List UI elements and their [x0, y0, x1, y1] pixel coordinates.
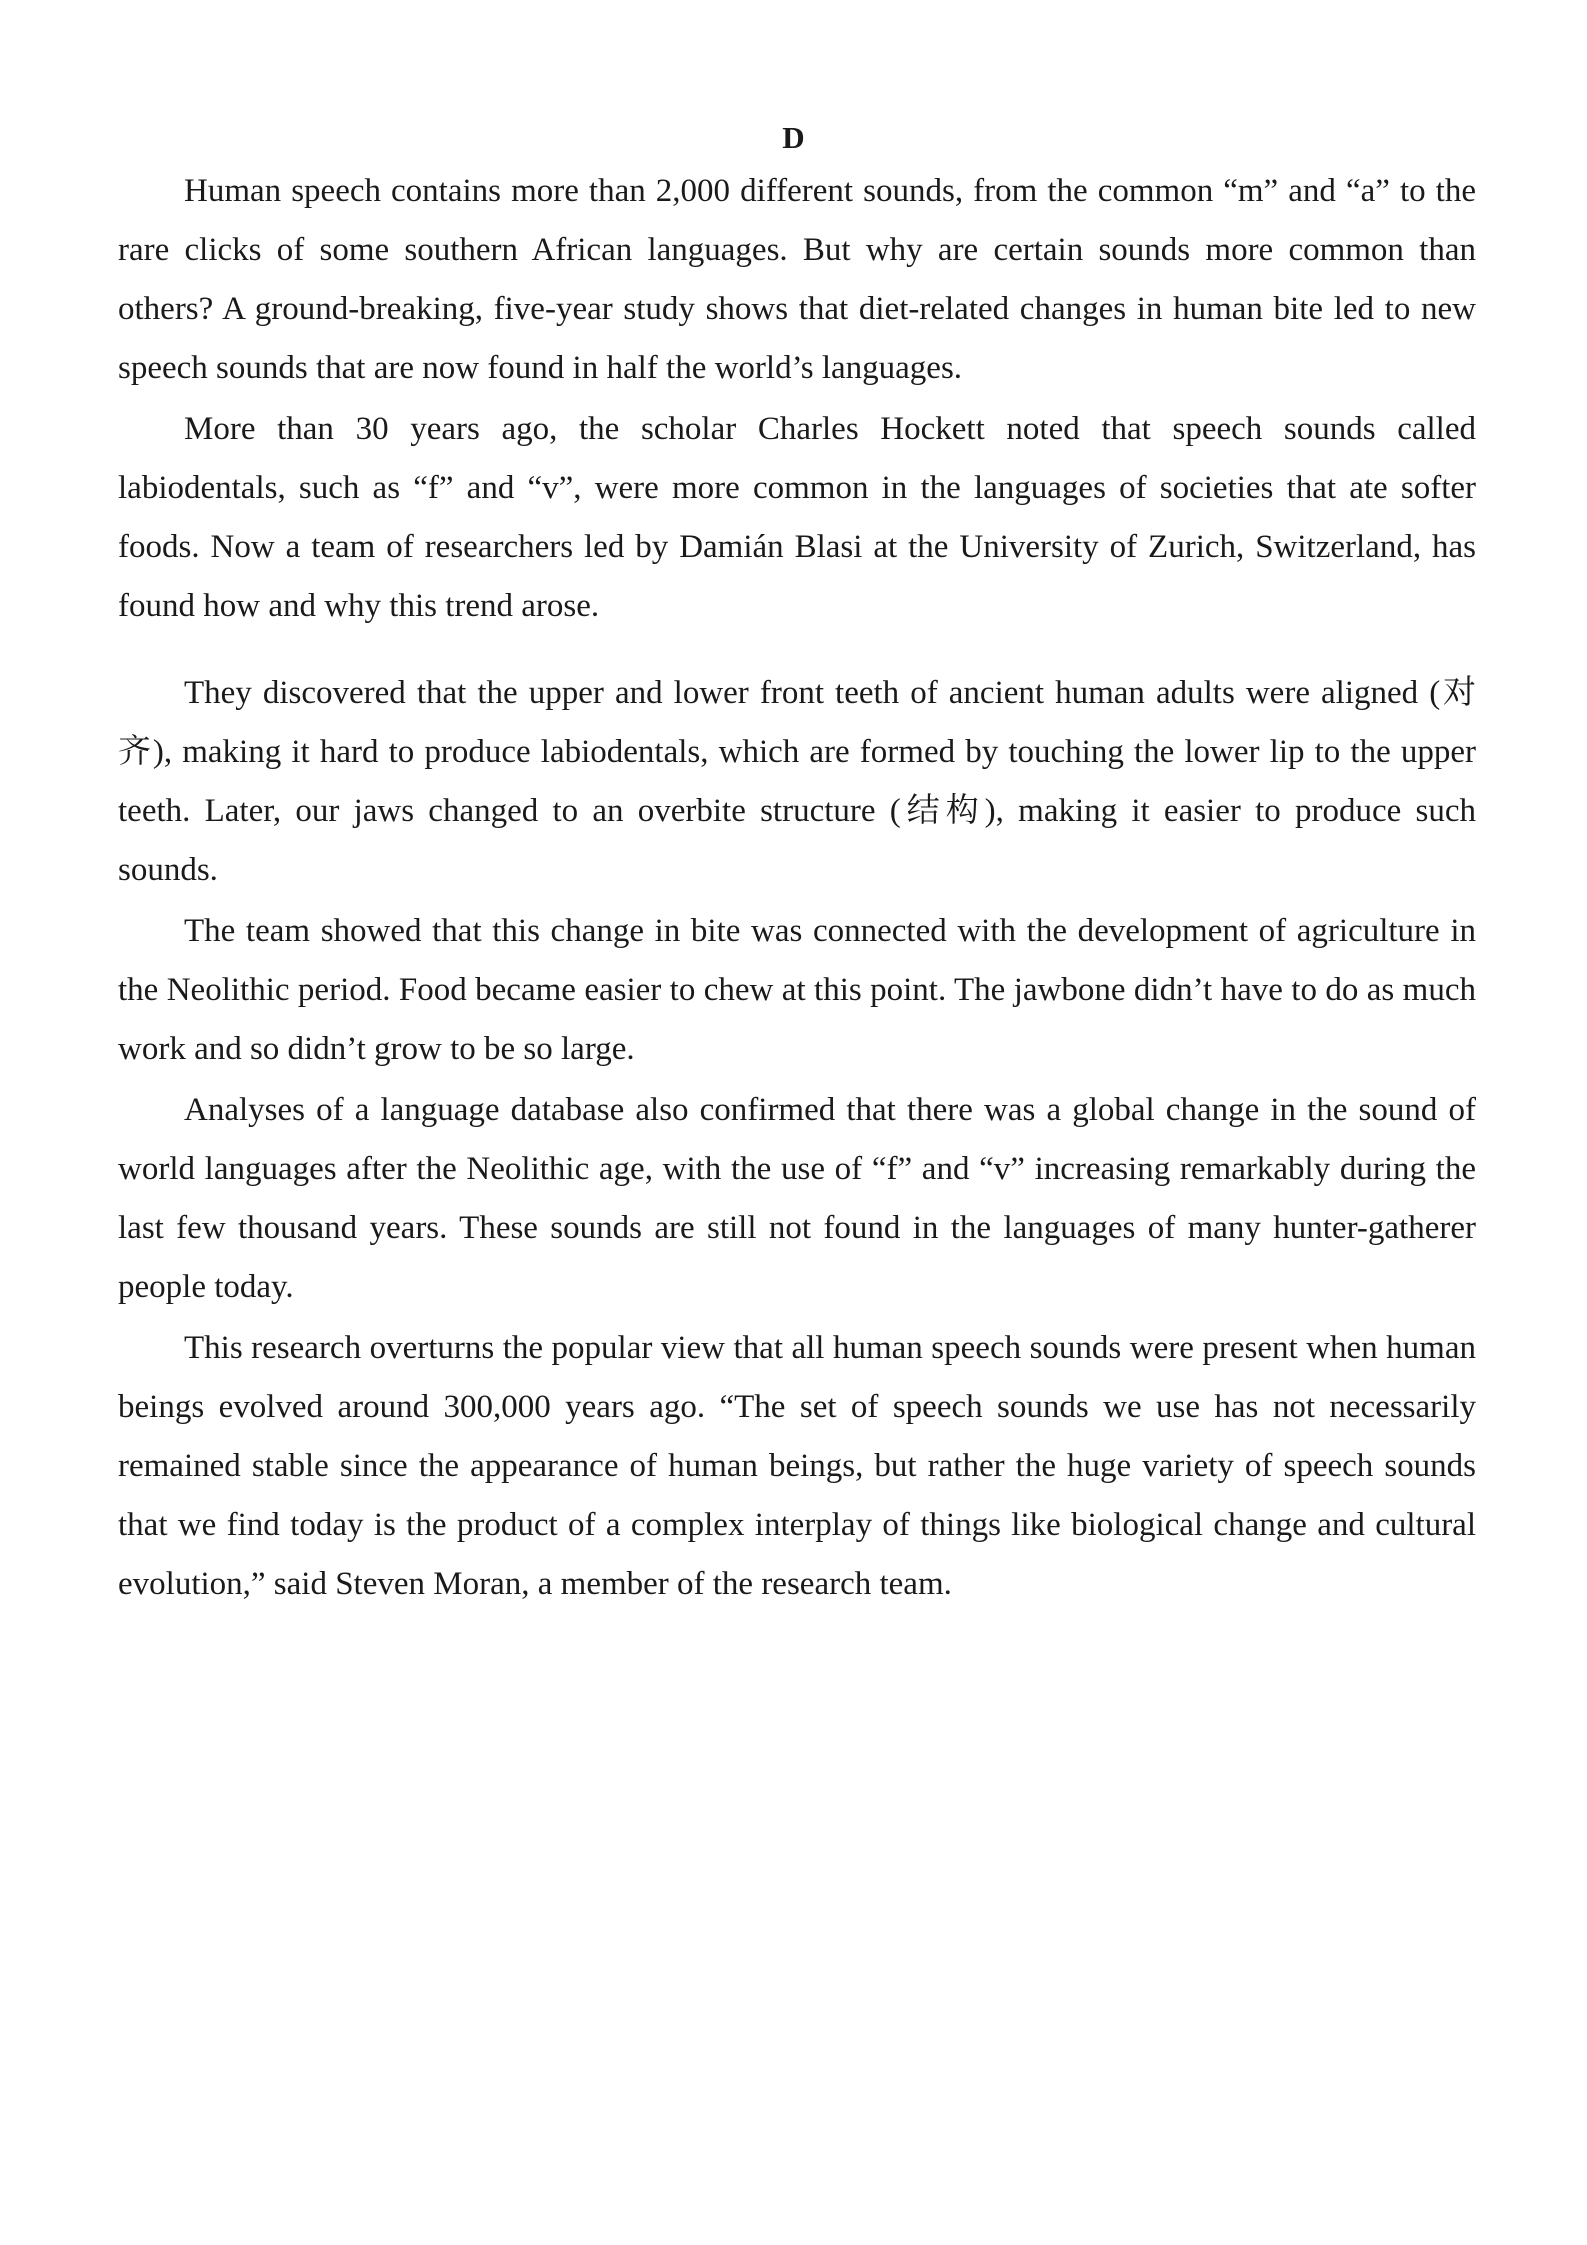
section-letter-heading: D — [782, 120, 805, 155]
paragraph-2: More than 30 years ago, the scholar Charles Hockett noted that speech sounds called labiodentals, such as “f” and “v”, were more common in the languages of societies that ate softer foods. Now a team of researchers led by Damián Blasi at the University of Zurich, Switzerland, has found how and why this trend arose. — [118, 411, 1476, 624]
paragraph-5: Analyses of a language database also confirmed that there was a global change in the sound of world languages after the Neolithic age, with the use of “f” and “v” increasing remarkably during the last few thousand years. These sounds are still not found in the languages of many hunter-gatherer people today. — [118, 1092, 1476, 1305]
paragraph-1: Human speech contains more than 2,000 different sounds, from the common “m” and “a” to the rare clicks of some southern African languages. But why are certain sounds more common than others? A ground-breaking, five-year study shows that diet-related changes in human bite led to new speech sounds that are now found in half the world’s languages. — [118, 173, 1476, 386]
article-body — [118, 162, 1476, 1616]
paragraph-6: This research overturns the popular view that all human speech sounds were present when human beings evolved around 300,000 years ago. “The set of speech sounds we use has not necessarily remained stable since the appearance of human beings, but rather the huge variety of speech sounds that we find today is the product of a complex interplay of things like biological change and cultural evolution,” said Steven Moran, a member of the research team. — [118, 1330, 1476, 1602]
paragraph-4: The team showed that this change in bite was connected with the development of agriculture in the Neolithic period. Food became easier to chew at this point. The jawbone didn’t have to do as much work and so didn’t grow to be so large. — [118, 913, 1476, 1067]
paragraph-3: They discovered that the upper and lower front teeth of ancient human adults were aligned (对齐), making it hard to produce labiodentals, which are formed by touching the lower lip to the upper teeth. Later, our jaws changed to an overbite structure (结构), making it easier to produce such sounds. — [118, 675, 1476, 888]
